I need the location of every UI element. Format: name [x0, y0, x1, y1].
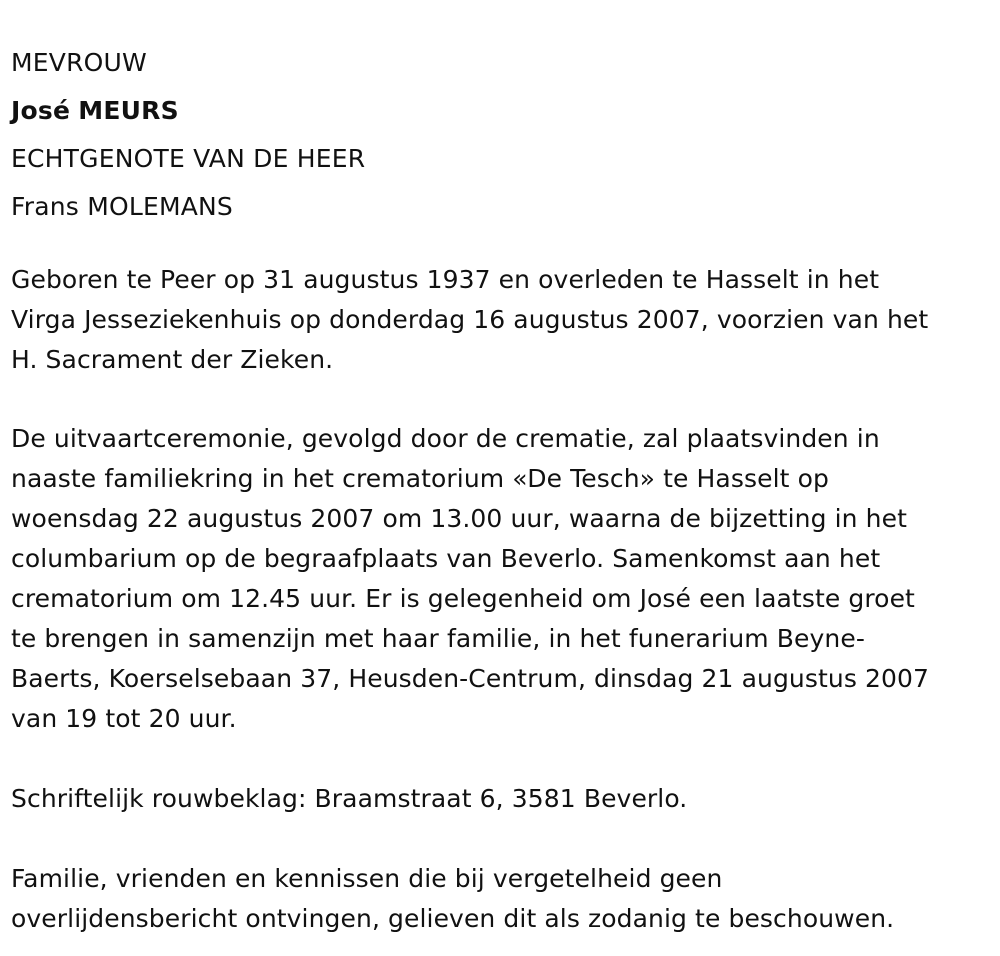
relation-line	[11, 135, 971, 183]
paragraph-line: De uitvaartceremonie, gevolgd door de crematie, zal plaatsvinden in	[11, 424, 880, 453]
obituary-header	[11, 39, 971, 231]
deceased-last-name: MEURS	[78, 96, 179, 125]
paragraph-line: te brengen in samenzijn met haar familie, in het funerarium Beyne-	[11, 624, 865, 653]
paragraph-line: naaste familiekring in het crematorium «De Tesch» te Hasselt op	[11, 464, 829, 493]
ceremony-paragraph	[11, 419, 986, 739]
notice-paragraph	[11, 859, 986, 939]
condolences-paragraph	[11, 779, 986, 819]
title-prefix	[11, 39, 971, 87]
birth-death-paragraph	[11, 260, 986, 380]
paragraph-line: Virga Jesseziekenhuis op donderdag 16 augustus 2007, voorzien van het	[11, 305, 929, 334]
paragraph-line: van 19 tot 20 uur.	[11, 704, 237, 733]
paragraph-line: H. Sacrament der Zieken.	[11, 345, 334, 374]
spouse-last-name: MOLEMANS	[87, 192, 234, 221]
deceased-name	[11, 87, 971, 135]
paragraph-line: crematorium om 12.45 uur. Er is gelegenheid om José een laatste groet	[11, 584, 915, 613]
paragraph-line: overlijdensbericht ontvingen, gelieven dit als zodanig te beschouwen.	[11, 904, 895, 933]
paragraph-line: Schriftelijk rouwbeklag: Braamstraat 6, 3581 Beverlo.	[11, 784, 688, 813]
relation-text: ECHTGENOTE VAN DE HEER	[11, 144, 366, 173]
paragraph-line: columbarium op de begraafplaats van Beverlo. Samenkomst aan het	[11, 544, 881, 573]
paragraph-line: Geboren te Peer op 31 augustus 1937 en overleden te Hasselt in het	[11, 265, 880, 294]
spouse-name	[11, 183, 971, 231]
spouse-first-name: Frans	[11, 192, 80, 221]
title-prefix-text: MEVROUW	[11, 48, 147, 77]
paragraph-line: Baerts, Koerselsebaan 37, Heusden-Centrum, dinsdag 21 augustus 2007	[11, 664, 930, 693]
paragraph-line: woensdag 22 augustus 2007 om 13.00 uur, waarna de bijzetting in het	[11, 504, 907, 533]
paragraph-line: Familie, vrienden en kennissen die bij vergetelheid geen	[11, 864, 723, 893]
deceased-first-name: José	[11, 96, 71, 125]
